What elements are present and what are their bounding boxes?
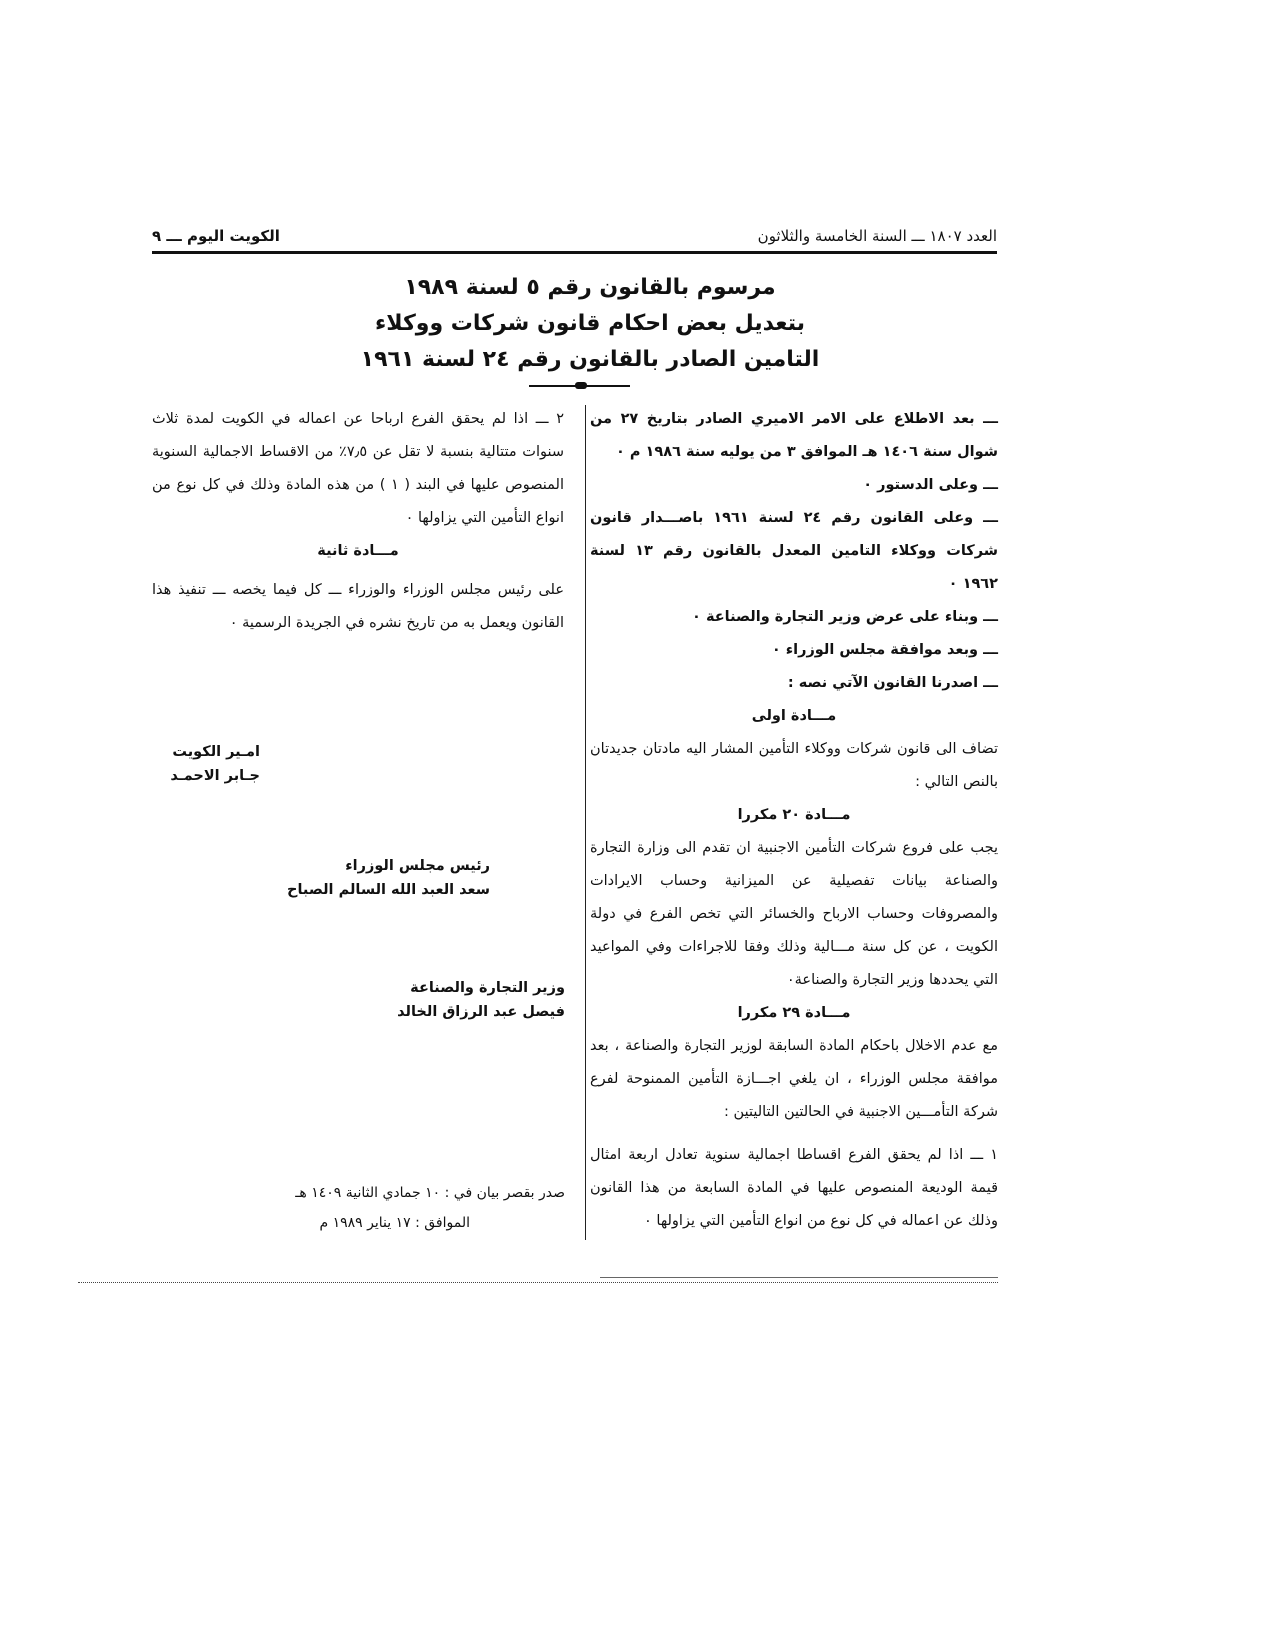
article-1-text: تضاف الى قانون شركات ووكلاء التأمين المشار اليه مادتان جديدتان بالنص التالي : xyxy=(590,741,998,790)
preamble-3: ـــ وعلى القانون رقم ٢٤ لسنة ١٩٦١ باصـــدار قانون شركات ووكلاء التامين المعدل بالقانون رقم ١٣ لسنة ١٩٦٢ ٠ xyxy=(590,510,998,592)
emir-title: امـير الكويت xyxy=(172,744,260,760)
article-20-heading: مـــادة ٢٠ مكررا xyxy=(737,807,851,823)
right-column xyxy=(590,403,998,1238)
preamble-1: ـــ بعد الاطلاع على الامر الاميري الصادر بتاريخ ٢٧ من شوال سنة ١٤٠٦ هـ الموافق ٣ من يوليه سنة ١٩٨٦ م ٠ xyxy=(590,411,998,460)
minister-name: فيصل عبد الرزاق الخالد xyxy=(397,1004,565,1020)
article-29-clause-1: ١ ـــ اذا لم يحقق الفرع اقساطا اجمالية سنوية تعادل اربعة امثال قيمة الوديعة المنصوص عليها في المادة السابعة من هذا القانون وذلك عن اعماله في كل نوع من انواع التأمين التي يزاولها ٠ xyxy=(590,1147,998,1229)
header-issue-info: العدد ١٨٠٧ ـــ السنة الخامسة والثلاثون xyxy=(757,227,997,245)
left-column xyxy=(152,403,564,640)
title-ornament xyxy=(575,382,587,389)
preamble-2: ـــ وعلى الدستور ٠ xyxy=(863,477,998,493)
title-line-1: مرسوم بالقانون رقم ٥ لسنة ١٩٨٩ xyxy=(404,275,776,300)
article-29-clause-2: ٢ ـــ اذا لم يحقق الفرع ارباحا عن اعماله في الكويت لمدة ثلاث سنوات متتالية بنسبة لا تقل عن ٧٫٥٪ من الاقساط الاجمالية السنوية المنصوص عليها في البند ( ١ ) من هذه المادة وذلك في كل نوع من انواع التأمين التي يزاولها ٠ xyxy=(152,411,564,526)
pm-signature xyxy=(250,854,490,902)
minister-title: وزير التجارة والصناعة xyxy=(410,980,565,996)
title-line-2: بتعديل بعض احكام قانون شركات ووكلاء xyxy=(375,311,805,336)
minister-signature xyxy=(365,976,565,1024)
bottom-dotted-rule xyxy=(78,1282,998,1283)
title-line-3: التامين الصادر بالقانون رقم ٢٤ لسنة ١٩٦١ xyxy=(360,347,820,372)
issued-line-1: صدر بقصر بيان في : ١٠ جمادي الثانية ١٤٠٩ هـ xyxy=(295,1185,565,1201)
preamble-4: ـــ وبناء على عرض وزير التجارة والصناعة ٠ xyxy=(692,609,998,625)
emir-name: جـابر الاحمـد xyxy=(170,768,260,784)
pm-title: رئيس مجلس الوزراء xyxy=(345,858,490,874)
column-divider xyxy=(585,405,586,1240)
preamble-6: ـــ اصدرنا القانون الآتي نصه : xyxy=(787,675,998,691)
article-20-text: يجب على فروع شركات التأمين الاجنبية ان تقدم الى وزارة التجارة والصناعة بيانات تفصيلية عن الميزانية وحساب الايرادات والمصروفات وحساب الارباح والخسائر التي تخص الفرع في دولة الكويت ، عن كل سنة مـــالية وذلك وفقا للاجراءات وفي المواعيد التي يحددها وزير التجارة والصناعة٠ xyxy=(590,840,998,988)
pm-name: سعد العبد الله السالم الصباح xyxy=(287,882,490,898)
article-29-heading: مـــادة ٢٩ مكررا xyxy=(737,1005,851,1021)
decree-title xyxy=(300,270,880,378)
article-1-heading: مـــادة اولى xyxy=(751,708,837,724)
bottom-rule xyxy=(600,1277,998,1278)
article-2-heading: مـــادة ثانية xyxy=(317,543,399,559)
preamble-5: ـــ وبعد موافقة مجلس الوزراء ٠ xyxy=(771,642,998,658)
header-rule xyxy=(152,251,997,254)
issued-note xyxy=(215,1178,565,1238)
article-29-text: مع عدم الاخلال باحكام المادة السابقة لوزير التجارة والصناعة ، بعد موافقة مجلس الوزراء ، ان يلغي اجـــازة التأمين الممنوحة لفرع شركة التأمـــين الاجنبية في الحالتين التاليتين : xyxy=(590,1038,998,1120)
article-2-text: على رئيس مجلس الوزراء والوزراء ـــ كل فيما يخصه ـــ تنفيذ هذا القانون ويعمل به من تاريخ نشره في الجريدة الرسمية ٠ xyxy=(152,582,564,631)
emir-signature xyxy=(150,740,260,788)
issued-line-2: الموافق : ١٧ يناير ١٩٨٩ م xyxy=(319,1215,470,1231)
header-page-info: الكويت اليوم ـــ ٩ xyxy=(152,227,280,245)
